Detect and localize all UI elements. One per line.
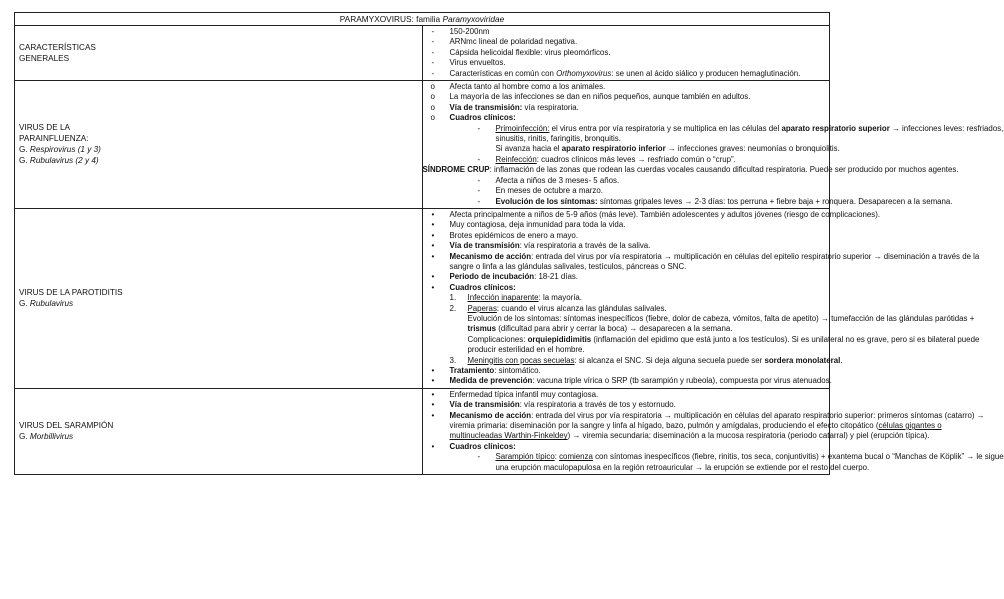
list-item: • Medida de prevención: vacuna triple vírica o SRP (tb sarampión y rubeola), compuesta por virus atenuados. xyxy=(431,376,832,386)
list-item: o Cuadros clínicos: xyxy=(430,113,516,123)
list-item: o Afecta tanto al hombre como a los animales. xyxy=(430,82,606,92)
list-item: • Brotes epidémicos de enero a mayo. xyxy=(431,230,579,240)
list-item: - Características en común con Orthomyxovirus: se unen al ácido siálico y producen hemaglutinación. xyxy=(431,68,801,78)
list-item: 2. Paperas: cuando el virus alcanza las glándulas salivales. xyxy=(449,303,667,313)
content-sarampion: • Enfermedad típica infantil muy contagiosa. • Vía de transmisión: vía respiratoria a través de tos y estornudo. • Mecanismo de acción: entrada del virus por vía respiratoria → multiplicación en células del aparato respiratorio superior: primeros síntomas (catarro) → viremia primaria: diseminación por la sangre y linfa al hígado, bazo, pulmón y amígdalas, produciendo el efecto citopático (células gigantes o multinucleadas Warthin-Finkeldey) → viremia secundaria: diseminación a la mucosa respiratoria (periodo catarral) y piel (erupción típica). • Cuadros clínicos: - Sarampión típico: comienza con síntomas inespecíficos (fiebre, rinitis, tos seca, conjuntivitis) + exantema bucal o “Manchas de Köplik” → le sigue una erupción maculopapulosa en la región retroauricular → la erupción se extiende por el resto del cuerpo. xyxy=(422,388,830,474)
label-general: CARACTERÍSTICAS GENERALES xyxy=(15,26,423,81)
list-item: • Tratamiento: sintomático. xyxy=(431,366,541,375)
list-item: - Cápsida helicoidal flexible: virus pleomórficos. xyxy=(431,47,611,57)
list-item: • Mecanismo de acción: entrada del virus por vía respiratoria → multiplicación en células del aparato respiratorio superior: primeros síntomas (catarro) → xyxy=(431,410,985,420)
list-item: o La mayoría de las infecciones se dan en niños pequeños, aunque también en adultos. xyxy=(430,92,751,102)
content-parotiditis: • Afecta principalmente a niños de 5-9 años (más leve). También adolescentes y adultos jóvenes (riesgo de complicaciones). • Muy contagiosa, deja inmunidad para toda la vida. • Brotes epidémicos de enero a mayo. • Vía de transmisión: vía respiratoria a través de la saliva. • Mecanismo de acción: entrada del virus por vía respiratoria → multiplicación en células del epitelio respiratorio superior → diseminación a través de la sangre o linfa a las glándulas salivales, testículos, páncreas o SNC. • Periodo de incubación: 18-21 días. • Cuadros clínicos: 1. Infección inaparente: la mayoría. 2. Paperas: cuando el virus alcanza las glándulas salivales. Evolución de los síntomas: síntomas inespecíficos (fiebre, dolor de cabeza, vómitos, falta de apetito) → tumefacción de las glándulas parótidas + trismus (dificultad para abrir y cerrar la boca) → desaparecen a la semana. Complicaciones: orquiepididimitis (inflamación del epidimo que está junto a los testículos). Si es unilateral no es grave, pero si es bilateral puede producir esterilidad en el hombre. 3. Meningitis con pocas secuelas: si alcanza el SNC. Si deja alguna secuela puede ser sordera monolateral. • Tratamiento: sintomático. • Medida de prevención: vacuna triple vírica o SRP (tb sarampión y rubeola), compuesta por virus atenuados. xyxy=(422,208,830,388)
notes-table xyxy=(14,12,1004,475)
list-item: - Primoinfección: el virus entra por vía respiratoria y se multiplica en las células del aparato respiratorio superior → infecciones leves: resfriados, xyxy=(477,123,1004,133)
list-item: • Enfermedad típica infantil muy contagiosa. xyxy=(431,389,599,399)
row-parotiditis xyxy=(15,208,830,388)
list-item: o Vía de transmisión: vía respiratoria. xyxy=(430,102,579,112)
list-item: - Reinfección: cuadros clínicos más leves → resfriado común o “crup”. xyxy=(477,154,736,164)
list-item: - ARNmc lineal de polaridad negativa. xyxy=(431,37,578,47)
list-item: - Evolución de los síntomas: síntomas gripales leves → 2-3 días: tos perruna + fiebre baja + ronquera. Desaparecen a la semana. xyxy=(477,196,953,206)
list-item: • Vía de transmisión: vía respiratoria a través de la saliva. xyxy=(431,241,651,251)
label-parotiditis: VIRUS DE LA PAROTIDITIS G. Rubulavirus xyxy=(15,208,423,388)
list-item: 3. Meningitis con pocas secuelas: si alcanza el SNC. Si deja alguna secuela puede ser sordera monolateral. xyxy=(449,355,843,365)
label-sarampion: VIRUS DEL SARAMPIÓN G. Morbillivirus xyxy=(15,388,423,474)
row-sarampion xyxy=(15,388,830,474)
list-item: • Cuadros clínicos: xyxy=(431,282,516,292)
content-general xyxy=(422,26,830,81)
list-item: • Periodo de incubación: 18-21 días. xyxy=(431,272,578,282)
list-item: - 150-200nm xyxy=(431,27,490,36)
title-row xyxy=(15,13,830,26)
row-parainfluenza xyxy=(15,81,830,209)
label-parainfluenza: VIRUS DE LA PARAINFLUENZA: G. Respirovirus (1 y 3) G. Rubulavirus (2 y 4) xyxy=(15,81,423,209)
list-item: - Afecta a niños de 3 meses- 5 años. xyxy=(477,175,620,185)
list-item: • Vía de transmisión: vía respiratoria a través de tos y estornudo. xyxy=(431,400,676,410)
list-item: 1. Infección inaparente: la mayoría. xyxy=(449,293,582,303)
list-item: - En meses de octubre a marzo. xyxy=(477,186,603,196)
list-item: - Sarampión típico: comienza con síntomas inespecíficos (fiebre, rinitis, tos seca, conjuntivitis) + exantema bucal o “Manchas de Köplik” → le sigue xyxy=(477,452,1004,462)
list-item: - Virus envueltos. xyxy=(431,58,506,68)
list-item: • Afecta principalmente a niños de 5-9 años (más leve). También adolescentes y adultos jóvenes (riesgo de complicaciones). xyxy=(431,209,881,219)
content-parainfluenza: o Afecta tanto al hombre como a los animales. o La mayoría de las infecciones se dan en niños pequeños, aunque también en adultos. o Vía de transmisión: vía respiratoria. o Cuadros clínicos: - Primoinfección: el virus entra por vía respiratoria y se multiplica en las células del aparato respiratorio superior → infecciones leves: resfriados, sinusitis, rinitis, faringitis, bronquitis. Si avanza hacia el aparato respiratorio inferior → infecciones graves: neumonías o bronquiolitis. - Reinfección: cuadros clínicos más leves → resfriado común o “crup”. SÍNDROME CRUP: inflamación de las zonas que rodean las cuerdas vocales causando dificultad respiratoria. Puede ser producido por muchos agentes. - Afecta a niños de 3 meses- 5 años. - En meses de octubre a marzo. - Evolución de los síntomas: síntomas gripales leves → 2-3 días: tos perruna + fiebre baja + ronquera. Desaparecen a la semana. xyxy=(422,81,830,209)
list-item: • Cuadros clínicos: xyxy=(431,441,516,451)
table-title: PARAMYXOVIRUS: familia Paramyxoviridae xyxy=(15,13,830,26)
list-item: • Muy contagiosa, deja inmunidad para toda la vida. xyxy=(431,220,626,230)
row-general xyxy=(15,26,830,81)
list-item: • Mecanismo de acción: entrada del virus por vía respiratoria → multiplicación en células del epitelio respiratorio superior → diseminación a través de la xyxy=(431,251,980,261)
